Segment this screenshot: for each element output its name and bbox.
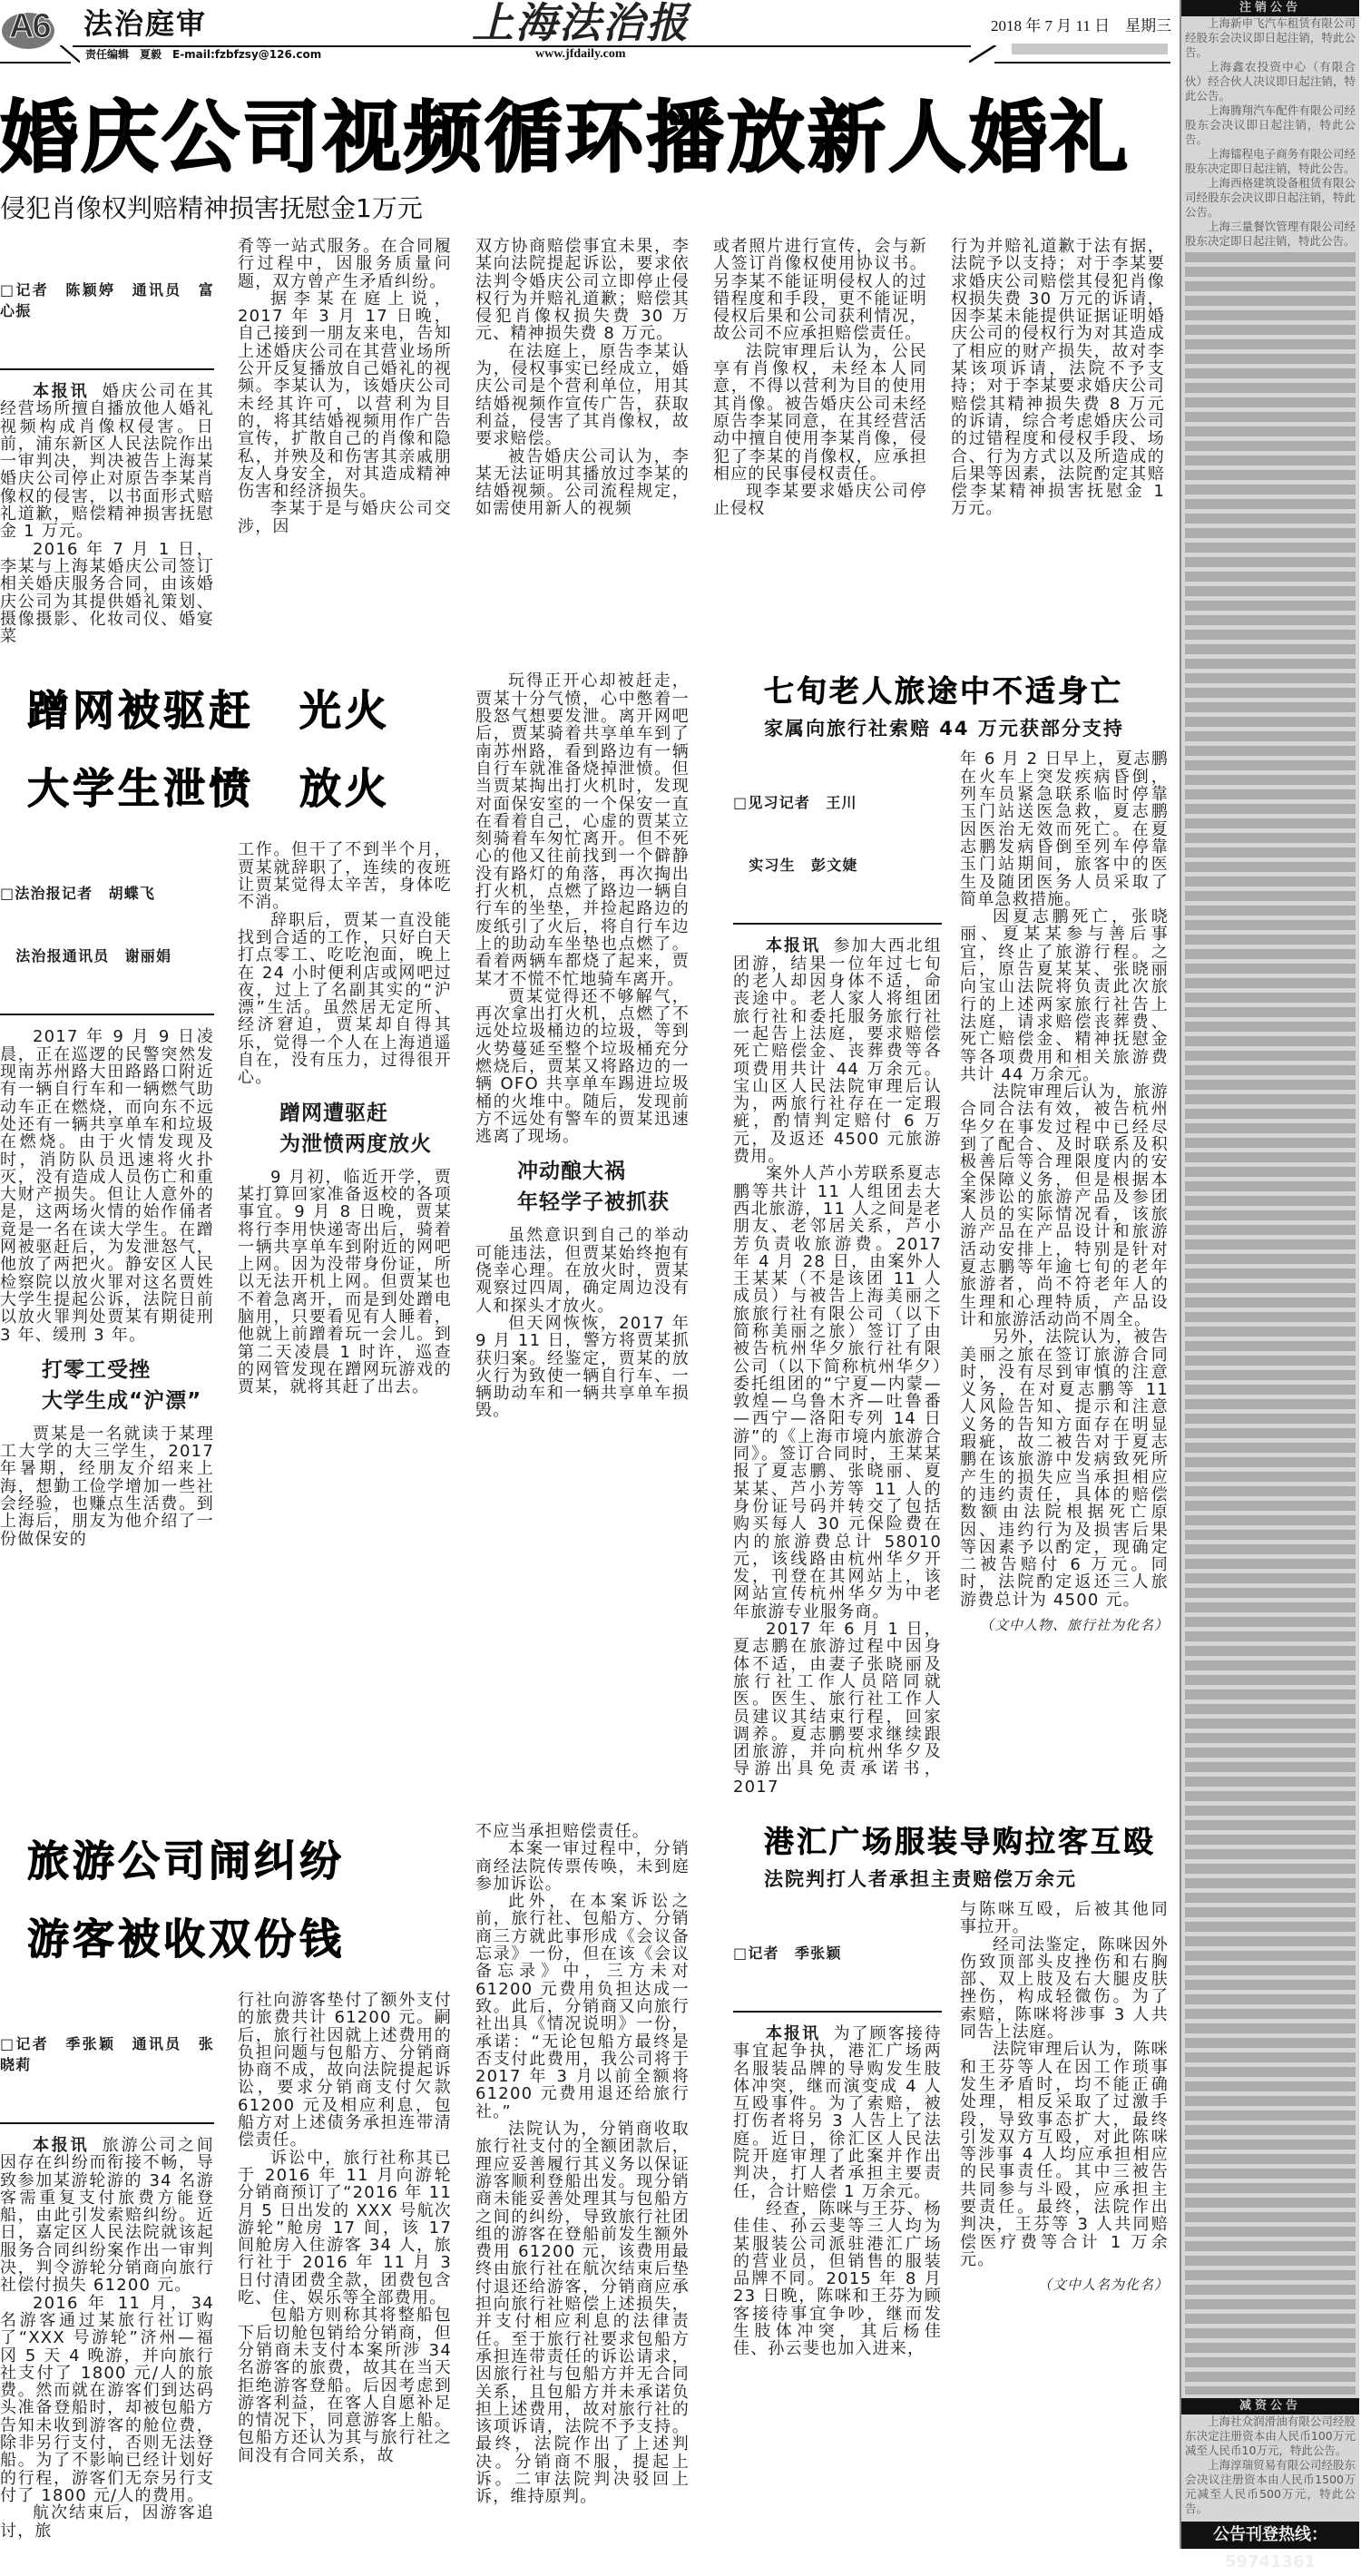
article-wedding-video [0,238,1172,645]
byline [733,1901,942,2013]
paragraph: 肴等一站式服务。在合同履行过程中，因服务质量问题，双方曾产生矛盾纠纷。 [238,237,452,291]
header-rule-slant [60,45,80,63]
article-subtitle: 法院判打人者承担主责赔偿万余元 [764,1868,1077,1890]
article-column [960,1901,1169,2294]
article-column [951,238,1165,518]
notice-hotline[interactable]: 公告刊登热线：59741361 [1181,2522,1359,2549]
column-body [960,750,1169,1609]
paragraph: 2017 年 6 月 1 日，夏志鹏在旅游过程中因身体不适，由妻子张晓丽及旅行社工作人员陪同就医。医生、旅行社工作人员建议其结束行程，回家调养。夏志鹏要求继续跟团旅游，并向杭州华夕及导游出具免责承诺书，2017 [733,1620,942,1797]
article-cruise [0,1823,715,2540]
column-body [733,2025,942,2358]
article-column [238,238,452,535]
notice-item: 上海镭程电子商务有限公司经股东决定即日起注销，特此公告。 [1185,147,1356,175]
paragraph-text: 旅游公司之间因存在纠纷而衔接不畅，导致参加某游轮游的 34 名游客需重复支付旅费方能登船，由此引发索赔纠纷。近日，嘉定区人民法院就该起服务合同纠纷案作出一审判决，判令游轮分销商向旅行社偿付损失 61200 元。 [0,2136,214,2296]
paragraph: 经司法鉴定，陈咪因外伤致顶部头皮挫伤和右胸部、双上肢及右大腿皮肤挫伤，构成轻微伤。为了索赔，陈咪将涉事 3 人共同告上法庭。 [960,1934,1169,2042]
column-body [733,937,942,1796]
notice-item: 上海西格建筑设备租赁有限公司经股东会决议即日起注销，特此公告。 [1185,176,1356,219]
paragraph: 包船方则称其将整船包下后切舱包销给分销商，但分销商未支付本案所涉 34 名游客的旅费，故其在当天拒绝游客登船。后因考虑到游客利益，在客人自愿补足的情况下，同意游客上船。包船方还认为其与旅行社之间没有合同关系，故 [238,2306,452,2465]
section-middle [0,672,1172,1796]
article-column [475,672,690,1419]
byline-line: □记者 季张颖 [733,1944,842,1962]
headline-subtitle: 侵犯肖像权判赔精神损害抚慰金1万元 [0,193,423,223]
paragraph-text: 参加大西北组团游，结果一位年过七旬的老人却因身体不适，命丧途中。老人家人将组团旅行社和委托服务旅行社一起告上法庭，要求赔偿死亡赔偿金、丧葬费等各项费用共计 44 万余元。宝山区人民法院审理后认为，两旅行社存在一定瑕疵，酌情判定赔付 6 万元，及返还 4500 元旅游费用。 [733,936,942,1167]
byline-line: □记者 陈颖婷 通讯员 富心振 [0,281,214,319]
paragraph: 法院审理后认为，陈咪和王芬等人在因工作琐事发生矛盾时，均不能正确处理，相反采取了过激手段，导致事态扩大，最终引发双方互殴，对此陈咪等涉事 4 人均应承担相应的民事责任。其中三被告共同参与斗殴，应承担主要责任。最终，法院作出判决，王芬等 3 人共同赔偿医疗费等合计 1 万余元。 [960,2040,1169,2269]
section-subheading [42,1355,214,1416]
paragraph: 经查，陈咪与王芬、杨佳佳、孙云斐等三人均为某服装公司派驻港汇广场的营业员，但销售的服装品牌不同。2015 年 8 月 23 日晚，陈咪和王芬为顾客接待事宜争吵，继而发生肢体冲突，其后杨佳佳、孙云斐也加入进来， [733,2199,942,2359]
section-title: 法治庭审 [83,6,208,41]
paragraph: 法院认为，分销商收取旅行社支付的全额团款后，理应妥善履行其义务以保证游客顺利登船出发。现分销商未能妥善处理其与包船方之间的纠纷，导致旅行社团组的游客在登船前发生额外费用 61200 元，该费用最终由旅行社在航次结束后垫付退还给游客，分销商应承担向旅行社赔偿上述损失，并支付相应利息的法律责任。至于旅行社要求包船方承担连带责任的诉讼请求，因旅行社与包船方并无合同关系，且包船方并未承诺负担上述费用，故对旅行社的该项诉请，法院不予支持。最终，法院作出了上述判决。分销商不服，提起上诉。二审法院判决驳回上诉，维持原判。 [475,2120,690,2507]
column-body [0,383,214,645]
article-column [713,238,927,518]
headline-main: 婚庆公司视频循环播放新人婚礼 [0,93,1131,183]
paragraph: 本案一审过程中，分销商经法院传票传唤，未到庭参加诉讼。 [475,1839,690,1894]
dateline-lead: 本报讯 [33,2136,90,2155]
paragraph: 辞职后，贾某一直没能找到合适的工作，只好白天打点零工、吃吃泡面，晚上在 24 小时便利店或网吧过夜，过上了名副其实的“沪漂”生活。虽然居无定所、经济窘迫，贾某却自得其乐，觉得一个人在上海逍遥自在，没有压力，过得很开心。 [238,910,452,1088]
paragraph: 年 6 月 2 日早上，夏志鹏在火车上突发疾病昏倒，列车员紧急联系临时停靠玉门站送医急救，夏志鹏因医治无效而死亡。在夏志鹏发病昏倒至列车停靠玉门站期间，旅客中的医生及随团医务人员采取了简单急救措施。 [960,749,1169,909]
article-arson-main [0,672,452,1547]
paragraph: 2016 年 7 月 1 日，李某与上海某婚庆公司签订相关婚庆服务合同，由该婚庆公司为其提供婚礼策划、摄像摄影、化妆司仪、婚宴菜 [0,539,214,647]
website-link[interactable]: www.jfdaily.com [535,47,626,61]
subheading-line: 年轻学子被抓获 [517,1190,670,1215]
paragraph: 与陈咪互殴，后被其他同事拉开。 [960,1900,1169,1937]
paragraph: 法院审理后认为，旅游合同合法有效，被告杭州华夕在事发过程中已经尽到了配合、及时联系及积极善后等合理限度内的安全保障义务，但是根据本案涉讼的旅游产品及参团人员的实际情况看，该旅游产品在产品设计和旅游活动安排上，特别是针对夏志鹏等年逾七旬的老年旅游者，尚不符老年人的生理和心理特质，产品设计和旅游活动尚不周全。 [960,1082,1169,1329]
notice-list [1181,2414,1359,2516]
paragraph: 2017 年 9 月 9 日凌晨，正在巡逻的民警突然发现南苏州路大田路路口附近有一辆自行车和一辆燃气助动车正在燃烧，而向东不远处还有一辆共享单车和垃圾在燃烧。由于火情发现及时，消防队员迅速将火扑灭，没有造成人员伤亡和重大财产损失。但让人意外的是，这两场火情的始作俑者竟是一名在读大学生。在蹭网被驱赶后，为发泄怒气，他放了两把火。静安区人民检察院以放火罪对这名贾姓大学生提起公诉，法院日前以放火罪判处贾某有期徒刑 3 年、缓刑 3 年。 [0,1027,214,1345]
article-headline: 大学生泄愤 放火 [27,764,390,814]
paragraph: 现李某要求婚庆公司停止侵权 [713,482,927,519]
paragraph [0,2137,214,2295]
paragraph: 行社向游客垫付了额外支付的旅费共计 61200 元。嗣后，旅行社因就上述费用的负担问题与包船方、分销商协商不成，故向法院提起诉讼，要求分销商支付欠款 61200 元及相应利息，包船方对上述债务承担连带清偿责任。 [238,1991,452,2150]
dateline-lead: 本报讯 [33,382,90,401]
paragraph: 贾某觉得还不够解气，再次拿出打火机，点燃了不远处垃圾桶边的垃圾，等到火势蔓延至整个垃圾桶充分燃烧后，贾某又将路边的一辆 OFO 共享单车踢进垃圾桶的火堆中。随后，发现前方不远处有警车的贾某迅速逃离了现场。 [475,986,690,1147]
notice-text-filler [1185,252,1356,2395]
notice-item: 上海新申飞汽车租赁有限公司经股东会决议即日起注销，特此公告。 [1185,16,1356,59]
column-body [0,2137,214,2540]
paragraph: 李某于是与婚庆公司交涉，因 [238,499,452,536]
paragraph: 贾某是一名就读于某理工大学的大三学生，2017 年暑期，经朋友介绍来上海，想勤工俭学增加一些社会经验，也赚点生活费。到上海后，朋友为他介绍了一份做保安的 [0,1424,214,1549]
byline-line: □记者 季张颖 通讯员 张晓莉 [0,2035,214,2073]
notice-list [1181,16,1359,249]
byline-line: □见习记者 王川 [733,794,857,812]
article-subtitle: 家属向旅行社索赔 44 万元获部分支持 [764,718,1124,740]
byline-line: □法治报记者 胡蝶飞 [0,885,156,903]
article-mall-fight [733,1823,1174,2358]
subheading-line: 大学生成“沪漂” [42,1388,202,1413]
section-badge [2,5,54,51]
newspaper-masthead: 上海法治报 [472,0,690,47]
article-headline: 港汇广场服装导购拉客互殴 [764,1824,1156,1859]
paragraph-text: 为了顾客接待事宜起争执，港汇广场两名服装品牌的导购发生肢体冲突，继而演变成 4 人互殴事件。为了索赔，被打伤者将另 3 人告上了法庭。近日，徐汇区人民法院开庭审理了此案并作出判决，打人者承担主要责任，合计赔偿 1 万余元。 [733,2024,942,2201]
notice-item: 上海腾翔汽车配件有限公司经股东会决议即日起注销，特此公告。 [1185,103,1356,146]
paragraph: 法院审理后认为，公民享有肖像权，未经本人同意，不得以营利为目的使用其肖像。被告婚庆公司未经原告李某同意，在其经营活动中擅自使用李某肖像，侵犯了李某的肖像权，应承担相应的民事侵权责任。 [713,341,927,484]
article-note: （文中人名为化名） [1037,2277,1169,2294]
article-column [0,1992,214,2540]
byline-line: 法治报通讯员 谢丽娟 [0,947,172,965]
header-rule [73,45,971,47]
byline [0,1992,214,2124]
paragraph: 双方协商赔偿事宜未果，李某向法院提起诉讼，要求依法判令婚庆公司立即停止侵权行为并赔礼道歉；赔偿其侵犯肖像权损失费 30 万元、精神损失费 8 万元。 [475,237,690,344]
paragraph: 9 月初，临近开学，贾某打算回家准备返校的各项事宜。9 月 8 日晚，贾某将行李用快递寄出后，骑着一辆共享单车到附近的网吧上网。因为没带身份证，所以无法开机上网。但贾某也不着急离开，而是到处蹭电脑用，只要看见有人睡着，他就上前蹭着玩一会儿。到第二天凌晨 1 时许，巡查的网管发现在蹭网玩游戏的贾某，就将其赶了出去。 [238,1167,452,1397]
paragraph: 被告婚庆公司认为，李某无法证明其播放过李某的结婚视频。公司流程规定，如需使用新人的视频 [475,446,690,519]
article-column [0,238,214,645]
article-elderly-tourist [733,672,1174,1796]
notice-header: 减资公告 [1181,2398,1359,2414]
paragraph: 案外人芦小芳联系夏志鹏等共计 11 人组团去大西北旅游，11 人之间是老朋友、老邻居关系，芦小芳负责收旅游费。2017 年 4 月 28 日，由案外人王某某（不是该团 11 人成员）与被告上海美丽之旅旅行社有限公司（以下简称美丽之旅）签订了由被告杭州华夕旅行社有限公司（以下简称杭州华夕）委托组团的“宁夏—内蒙—敦煌—乌鲁木齐—吐鲁番—西宁—洛阳专列 14 日游”的《上海市境内旅游合同》。签订合同时，王某某报了夏志鹏、张晓丽、夏某某、芦小芳等 11 人的身份证号码并转交了包括购买每人 30 元保险费在内的旅游费总计 58010 元，该线路由杭州华夕开发，刊登在其网站上，该网站宣传杭州华夕为中老年旅游专业服务商。 [733,1164,942,1621]
byline [733,750,942,925]
header-rule-right [994,62,1170,64]
page-header [0,0,1172,65]
paragraph: 另外，法院认为，被告美丽之旅在签订旅游合同时，没有尽到审慎的注意义务，在对夏志鹏等 11 人风险告知、提示和注意义务的告知方面存在明显瑕疵，故二被告对于夏志鹏在该旅游中发病致死所产生的损失应当承担相应的违约责任，具体的赔偿数额由法院根据死亡原因、违约行为及损害后果等因素予以酌定，现确定二被告赔付 6 万元。同时，法院酌定返还三人旅游费总计为 4500 元。 [960,1327,1169,1610]
byline [0,238,214,370]
section-subheading [279,1098,452,1160]
article-column [475,238,690,518]
paragraph: 工作。但干了不到半个月，贾某就辞职了，连续的夜班让贾某觉得太辛苦，身体吃不消。 [238,840,452,913]
article-column [475,1823,690,2506]
paragraph: 2016 年 11 月，34 名游客通过某旅行社订购了“XXX 号游轮”济州—福冈 5 天 4 晚游，并向旅行社支付了 1800 元/人的旅费。然而就在游客们到达码头准备登船时，却被包船方告知未收到游客的舱位费，除非另行支付，否则无法登船。为了不影响已经计划好的行程，游客们无奈另行支付了 1800 元/人的费用。 [0,2293,214,2505]
paragraph: 因夏志鹏死亡，张晓丽、夏某某参与善后事宜，终止了旅游行程。之后，原告夏某某、张晓丽向宝山法院将负责此次旅行的上述两家旅行社告上法庭，请求赔偿丧葬费、死亡赔偿金、精神抚慰金等各项费用和相关旅游费共计 44 万余元。 [960,907,1169,1084]
paragraph: 不应当承担赔偿责任。 [475,1822,650,1841]
paragraph: 据李某在庭上说，2017 年 3 月 17 日晚，自己接到一朋友来电，告知上述婚庆公司在其营业场所公开反复播放自己婚礼的视频。李某认为，该婚庆公司未经其许可，以营利为目的，将其结婚视频用作广告宣传，扩散自己的肖像和隐私，并殃及和伤害其亲戚朋友人身安全，对其造成精神伤害和经济损失。 [238,289,452,502]
dateline-lead: 本报讯 [766,936,821,956]
legal-notices-column [1180,0,1359,2571]
article-arson [0,672,715,1547]
article-headline: 游客被收双份钱 [27,1915,345,1964]
paragraph [733,937,942,1165]
paragraph: 行为并赔礼道歉于法有据，法院予以支持；对于李某要求婚庆公司赔偿其侵犯肖像权损失费 30 万元的诉请，因李某未能提供证据证明婚庆公司的侵权行为对其造成了相应的财产损失，故对李某该项诉请，法院不予支持；对于李某要求婚庆公司赔偿其精神损失费 8 万元的诉请，综合考虑婚庆公司的过错程度和侵权手段、场合、行为方式以及所造成的后果等因素，法院酌定其赔偿李某精神损害抚慰金 1 万元。 [951,237,1165,519]
article-headline: 蹭网被驱赶 光火 [27,686,390,736]
editor-info: 责任编辑 夏毅 E-mail:fzbfzsy@126.com [85,48,322,61]
subheading-line: 蹭网遭驱赶 [279,1101,388,1125]
paragraph [733,2025,942,2200]
paragraph: 在法庭上，原告李某认为，侵权事实已经成立，婚庆公司是个营利单位，用其结婚视频作宣传广告，获取利益，侵害了其肖像权，故要求赔偿。 [475,341,690,449]
dateline-lead: 本报讯 [766,2024,821,2043]
article-column [238,1992,452,2464]
issue-date: 2018 年 7 月 11 日 星期三 [991,17,1172,34]
column-body [0,1028,214,1547]
paragraph: 玩得正开心却被赶走，贾某十分气愤，心中憋着一股怒气想要发泄。离开网吧后，贾某骑着共享单车到了南苏州路，看到路边有一辆自行车就准备烧掉泄愤。但当贾某掏出打火机时，发现对面保安室的一个保安一直在看着自己，心虚的贾某立刻骑着车匆忙离开。但不死心的他又往前找到一个僻静没有路灯的角落，再次掏出打火机，点燃了路边一辆自行车的坐垫，并捡起路边的废纸引了火后，将自行车边上的助动车坐垫也点燃了。看着两辆车都烧了起来，贾某才不慌不忙地骑车离开。 [475,671,690,989]
article-column [0,841,214,1547]
paragraph: 此外，在本案诉讼之前，旅行社、包船方、分销商三方就此事形成《会议备忘录》一份，但在该《会议备忘录》中，三方未对 61200 元费用负担达成一致。此后，分销商又向旅行社出具《情况说明》一份，承诺：“无论包船方最终是否支付此费用，我公司将于 2017 年 3 月以前全额将 61200 元费用退还给旅行社。” [475,1892,690,2121]
article-headline: 旅游公司闹纠纷 [27,1837,345,1885]
notice-item: 上海淳瑞贸易有限公司经股东会决议注册资本由人民币1500万元减至人民币500万元，特此公告。 [1185,2457,1356,2515]
paragraph: 诉讼中，旅行社称其已于 2016 年 11 月向游轮分销商预订了“2016 年 11 月 5 日出发的 XXX 号航次游轮”舱房 17 间，该 17 间舱房入住游客 34 人，旅行社于 2016 年 11 月 3 日付清团费全款，团费包含吃、住、娱乐等全部费用。 [238,2148,452,2308]
header-gray-bar [1012,44,1168,54]
notice-header: 注销公告 [1181,0,1359,16]
notice-item: 上海鑫农投资中心（有限合伙）经合伙人决议即日起注销，特此公告。 [1185,60,1356,103]
section-subheading [517,1156,690,1218]
article-cruise-main [0,1823,452,2540]
article-column [960,750,1169,1634]
subheading-line: 冲动酿大祸 [517,1160,626,1184]
header-rule-slant [969,45,996,63]
paragraph [0,383,214,541]
paragraph-text: 婚庆公司在其经营场所擅自播放他人婚礼视频构成肖像权侵害。日前，浦东新区人民法院作出一审判决，判决被告上海某婚庆公司停止对原告李某肖像权的侵害，以书面形式赔礼道歉，赔偿精神损害抚慰金 1 万元。 [0,382,214,542]
article-column [238,841,452,1396]
article-column [733,1901,942,2358]
page-number: A6 [9,7,50,45]
paragraph: 但天网恢恢，2017 年 9 月 11 日，警方将贾某抓获归案。经鉴定，贾某的放火行为致使一辆自行车、一辆助动车和一辆共享单车损毁。 [475,1313,690,1421]
article-note: （文中人物、旅行社为化名） [979,1617,1169,1633]
notice-item: 上海三量餐饮管理有限公司经股东决定即日起注销，特此公告。 [1185,220,1356,248]
paragraph: 航次结束后，因游客追讨，旅 [0,2503,214,2541]
paragraph: 虽然意识到自己的举动可能违法，但贾某始终抱有侥幸心理。在放火时，贾某观察过四周，确定周边没有人和探头才放火。 [475,1226,690,1316]
notice-item: 上海社众润滑油有限公司经股东决定注册资本由人民币100万元减至人民币10万元，特此公告。 [1185,2414,1356,2457]
column-body [960,1901,1169,2268]
article-column [733,750,942,1796]
byline [0,841,214,1015]
subheading-line: 打零工受挫 [42,1357,151,1382]
article-headline: 七旬老人旅途中不适身亡 [764,673,1123,710]
subheading-line: 为泄愤两度放火 [279,1131,432,1156]
section-bottom [0,1823,1172,2540]
paragraph: 或者照片进行宣传，会与新人签订肖像权使用协议书。另李某不能证明侵权人的过错程度和手段，更不能证明侵权后果和公司获利情况，故公司不应承担赔偿责任。 [713,237,927,344]
byline-line: 实习生 彭文婕 [733,857,858,875]
